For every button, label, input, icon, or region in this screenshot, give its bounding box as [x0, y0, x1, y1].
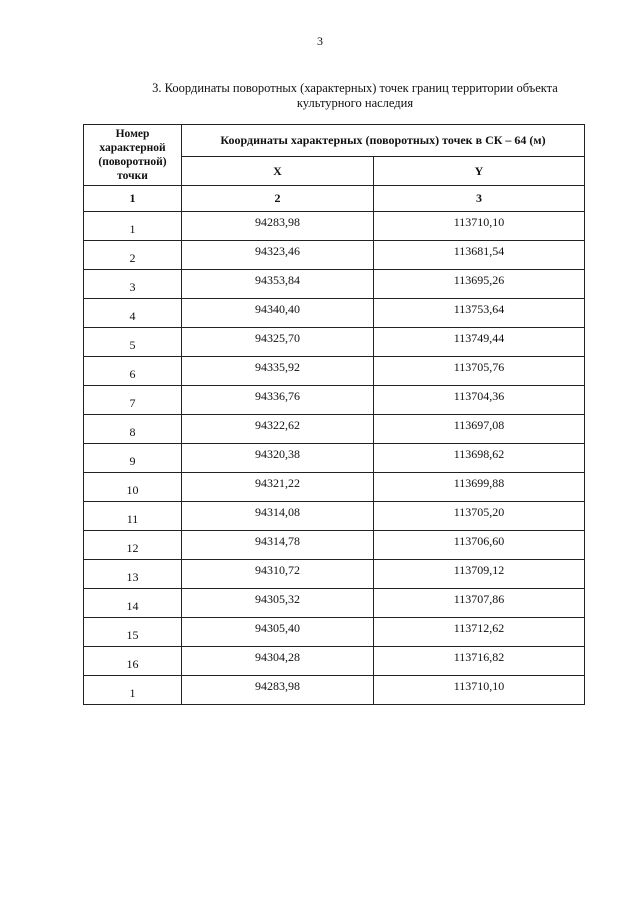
y-coordinate-cell: 113749,44 [374, 328, 585, 357]
table-row [84, 386, 585, 415]
table-row [84, 444, 585, 473]
heading-line-2: культурного наследия [296, 96, 414, 110]
y-coordinate-cell: 113695,26 [374, 270, 585, 299]
point-number-cell: 5 [84, 328, 182, 357]
point-number-cell: 1 [84, 212, 182, 241]
point-number-header-line-4: точки [117, 170, 148, 182]
table-row [84, 560, 585, 589]
y-coordinate-cell: 113707,86 [374, 589, 585, 618]
y-coordinate-cell: 113712,62 [374, 618, 585, 647]
point-number-header [84, 125, 182, 186]
table-row [84, 270, 585, 299]
column-index-3: 3 [374, 186, 585, 212]
heading-line-1: 3. Координаты поворотных (характерных) точек границ территории объекта [152, 81, 558, 95]
x-coordinate-cell: 94335,92 [182, 357, 374, 386]
y-coordinate-cell: 113705,76 [374, 357, 585, 386]
y-coordinate-cell: 113716,82 [374, 647, 585, 676]
point-number-cell: 11 [84, 502, 182, 531]
point-number-cell: 12 [84, 531, 182, 560]
y-coordinate-cell: 113710,10 [374, 212, 585, 241]
table-row [84, 212, 585, 241]
table-row [84, 589, 585, 618]
x-coordinate-cell: 94325,70 [182, 328, 374, 357]
x-coordinate-cell: 94314,78 [182, 531, 374, 560]
table-row [84, 241, 585, 270]
point-number-cell: 6 [84, 357, 182, 386]
table-row [84, 531, 585, 560]
x-coordinate-cell: 94305,40 [182, 618, 374, 647]
x-coordinate-cell: 94321,22 [182, 473, 374, 502]
point-number-cell: 9 [84, 444, 182, 473]
coordinates-header: Координаты характерных (поворотных) точек в СК – 64 (м) [182, 125, 585, 157]
x-column-header: X [182, 157, 374, 186]
table-row [84, 299, 585, 328]
column-index-2: 2 [182, 186, 374, 212]
y-coordinate-cell: 113710,10 [374, 676, 585, 705]
point-number-cell: 2 [84, 241, 182, 270]
x-coordinate-cell: 94323,46 [182, 241, 374, 270]
table-row [84, 473, 585, 502]
point-number-cell: 13 [84, 560, 182, 589]
table-row [84, 415, 585, 444]
table-row [84, 676, 585, 705]
x-coordinate-cell: 94304,28 [182, 647, 374, 676]
x-coordinate-cell: 94340,40 [182, 299, 374, 328]
x-coordinate-cell: 94322,62 [182, 415, 374, 444]
x-coordinate-cell: 94353,84 [182, 270, 374, 299]
x-coordinate-cell: 94314,08 [182, 502, 374, 531]
table-row [84, 502, 585, 531]
page-number: 3 [317, 34, 323, 48]
y-coordinate-cell: 113705,20 [374, 502, 585, 531]
x-coordinate-cell: 94310,72 [182, 560, 374, 589]
y-coordinate-cell: 113698,62 [374, 444, 585, 473]
point-number-header-line-2: характерной [99, 142, 166, 154]
column-index-1: 1 [84, 186, 182, 212]
point-number-cell: 4 [84, 299, 182, 328]
x-coordinate-cell: 94305,32 [182, 589, 374, 618]
table-row [84, 647, 585, 676]
point-number-cell: 8 [84, 415, 182, 444]
x-coordinate-cell: 94320,38 [182, 444, 374, 473]
y-coordinate-cell: 113706,60 [374, 531, 585, 560]
y-coordinate-cell: 113681,54 [374, 241, 585, 270]
point-number-cell: 15 [84, 618, 182, 647]
x-coordinate-cell: 94283,98 [182, 212, 374, 241]
y-coordinate-cell: 113704,36 [374, 386, 585, 415]
y-coordinate-cell: 113753,64 [374, 299, 585, 328]
y-coordinate-cell: 113697,08 [374, 415, 585, 444]
table-row [84, 618, 585, 647]
y-coordinate-cell: 113699,88 [374, 473, 585, 502]
coordinates-table [83, 124, 585, 705]
table-row [84, 328, 585, 357]
point-number-cell: 14 [84, 589, 182, 618]
point-number-cell: 7 [84, 386, 182, 415]
table-row [84, 357, 585, 386]
x-coordinate-cell: 94283,98 [182, 676, 374, 705]
point-number-header-line-3: (поворотной) [98, 156, 167, 168]
point-number-cell: 10 [84, 473, 182, 502]
y-column-header: Y [374, 157, 585, 186]
point-number-cell: 1 [84, 676, 182, 705]
y-coordinate-cell: 113709,12 [374, 560, 585, 589]
x-coordinate-cell: 94336,76 [182, 386, 374, 415]
point-number-header-line-1: Номер [115, 128, 150, 140]
section-heading [130, 81, 580, 111]
point-number-cell: 3 [84, 270, 182, 299]
point-number-cell: 16 [84, 647, 182, 676]
